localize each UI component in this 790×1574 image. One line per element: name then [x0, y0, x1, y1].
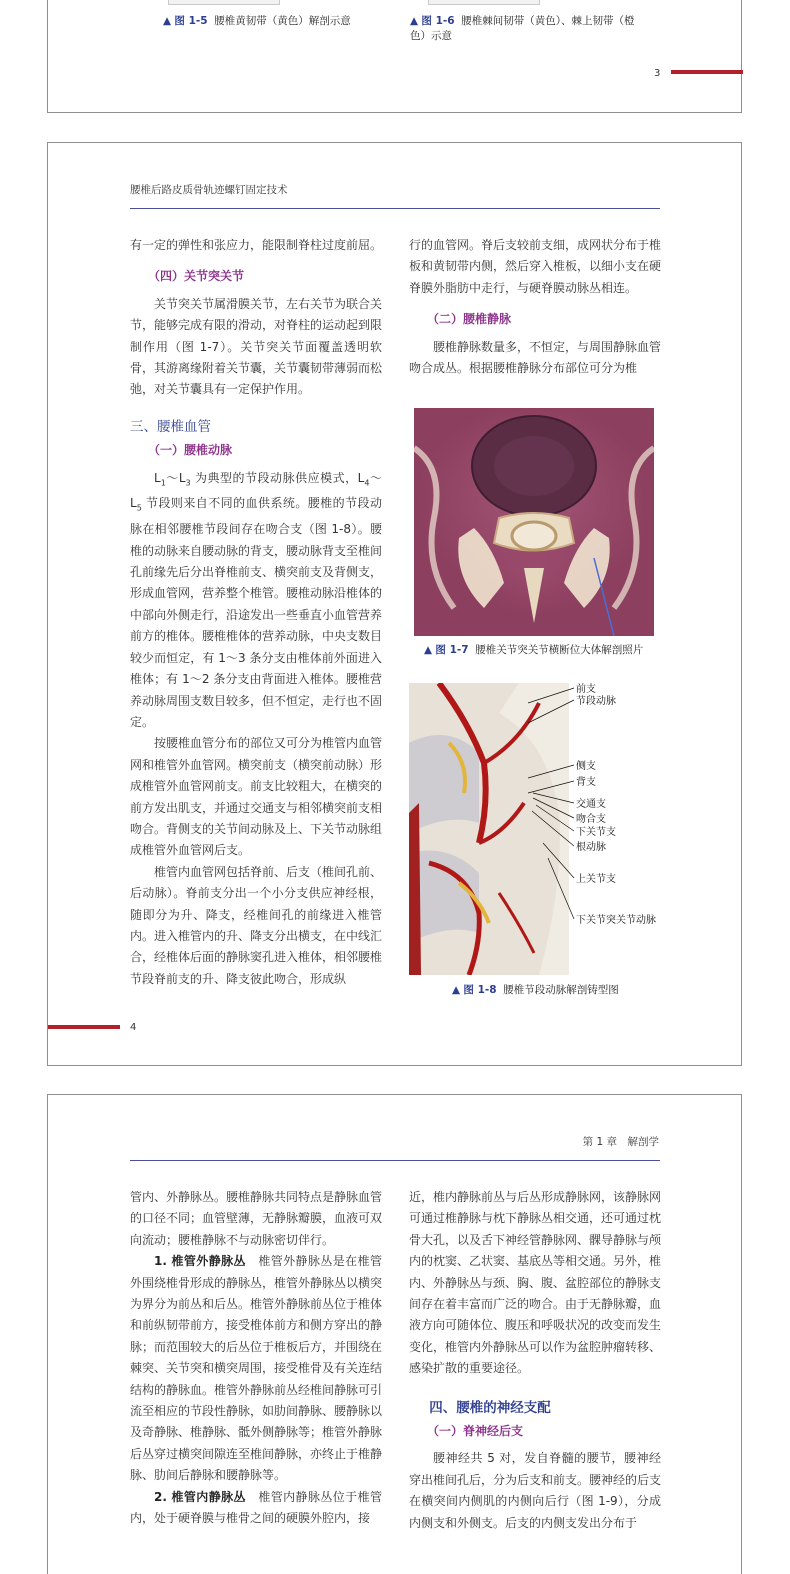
fig8-label-lateral-branch: 侧支: [576, 761, 596, 772]
page-accent-bar: [671, 70, 743, 74]
paragraph: 腰椎静脉数量多，不恒定，与周围静脉血管吻合成丛。根据腰椎静脉分布部位可分为椎: [409, 339, 662, 376]
fig8-label-inferior-articular-branch: 下关节支: [576, 827, 616, 838]
left-column: [130, 235, 382, 990]
paragraph: 按腰椎血管分布的部位又可分为椎管内血管网和椎管外血管网。横突前支（横突前动脉）形成椎管外血管网前支。前支比较粗大，在横突的前方发出肌支，并通过交通支与相邻横突前支相吻合。背侧支的关节间动脉及上、下关节动脉组成椎管外血管网后支。: [130, 736, 383, 858]
section-heading-lumbar-artery: （一）腰椎动脉: [148, 443, 233, 458]
right-column: [409, 1187, 661, 1534]
running-head: 腰椎后路皮质骨轨迹螺钉固定技术: [130, 184, 288, 196]
paragraph: 有一定的弹性和张应力，能限制脊柱过度前屈。: [130, 238, 383, 252]
figure-1-6-image: [428, 0, 540, 5]
figure-1-7-illustration: [414, 408, 654, 636]
section-heading-nerve-supply: 四、腰椎的神经支配: [429, 1399, 551, 1416]
paragraph: 2. 椎管内静脉丛 椎管内静脉丛位于椎管内，处于硬脊膜与椎骨之间的硬膜外腔内，接: [130, 1489, 382, 1526]
header-rule: [130, 1160, 660, 1161]
paragraph: $L_1\sim L_3$ 为典型的节段动脉供应模式，$L_4\sim L_5$ 节段则来自不同的血供系统。腰椎的节段动脉在相邻腰椎节段间存在吻合支（图 1-8）。腰椎的动脉来自腰动脉的背支，腰动脉背支至椎间孔前缘先后分出脊椎前支、横突前支及背侧支，形成血管网，营养整个椎管。腰椎动脉沿椎体的中部向外侧走行，沿途发出一些垂直小血管营养前方的椎体。腰椎椎体的营养动脉，中央支数目较少而恒定，有 1～3 条分支由椎体前外面进入椎体；有 1～2 条分支由背面进入椎体。腰椎营养动脉周围支数目较多，但不恒定，走行也不固定。: [130, 470, 383, 729]
section-heading-lumbar-vessels: 三、腰椎血管: [130, 418, 211, 435]
fig8-label-inferior-facet-artery: 下关节突关节动脉: [576, 915, 656, 926]
figure-1-5-caption: ▲ 图 1-5 腰椎黄韧带（黄色）解剖示意: [163, 15, 351, 27]
figure-1-6-caption: ▲ 图 1-6 腰椎棘间韧带（黄色）、棘上韧带（橙 色）示意: [410, 15, 635, 42]
section-heading-dorsal-rami: （一）脊神经后支: [427, 1424, 524, 1439]
paragraph: 行的血管网。脊后支较前支细，成网状分布于椎板和黄韧带内侧，然后穿入椎板，以细小支在硬脊膜外脂肪中走行，与硬脊膜动脉丛相连。: [409, 238, 662, 295]
paragraph: 近，椎内静脉前丛与后丛形成静脉网，该静脉网可通过椎静脉与枕下静脉丛相交通，还可通过枕骨大孔，以及舌下神经管静脉网、髁导静脉与颅内的枕窦、乙状窦、基底丛等相交通。另外，椎内、外静脉丛与颈、胸、腹、盆腔部位的静脉支间存在着丰富而广泛的吻合。由于无静脉瓣，血液方向可随体位、腹压和呼吸状况的改变而发生变化，椎管内外静脉丛可以作为盆腔肿瘤转移、感染扩散的重要途径。: [409, 1190, 662, 1376]
fig8-label-dorsal-branch: 背支: [576, 777, 596, 788]
figure-1-7-image: [414, 408, 654, 636]
page-number: 3: [654, 68, 661, 79]
fig8-label-anastomotic-branch: 吻合支: [576, 814, 606, 825]
left-column: [130, 1187, 382, 1530]
paragraph: 1. 椎管外静脉丛 椎管外静脉丛是在椎管外围绕椎骨形成的静脉丛，椎管外静脉丛以横突为界分为前丛和后丛。椎管外静脉前丛位于椎体和前纵韧带前方，接受椎体前方和侧方穿出的静脉；而范围较大的后丛位于椎板后方，并围绕在棘突、关节突和横突周围，接受椎骨及有关连结结构的静脉血。椎管外静脉前丛经椎间静脉可引流至相应的节段性静脉，如肋间静脉、腰静脉以及奇静脉、椎静脉、骶外侧静脉等；椎管外静脉后丛穿过横突间隙连至椎间静脉，亦终止于椎静脉、肋间后静脉和腰静脉等。: [130, 1254, 383, 1483]
right-column: [409, 235, 661, 379]
paragraph: 管内、外静脉丛。腰椎静脉共同特点是静脉血管的口径不同；血管壁薄，无静脉瓣膜，血液可双向流动；腰椎静脉不与动脉密切伴行。: [130, 1190, 383, 1247]
section-heading-lumbar-vein: （二）腰椎静脉: [427, 312, 512, 327]
figure-1-8-caption: ▲ 图 1-8 腰椎节段动脉解剖铸型图: [452, 984, 619, 996]
section-heading-facet-joint: （四）关节突关节: [148, 269, 245, 284]
page-3-bottom: [47, 0, 742, 113]
page-5: [47, 1094, 742, 1574]
page-accent-bar: [48, 1025, 120, 1029]
page-4: [47, 142, 742, 1066]
figure-1-5-image: [168, 0, 280, 5]
fig8-label-radicular-artery: 根动脉: [576, 842, 606, 853]
fig8-label-segmental-artery: 节段动脉: [576, 696, 616, 707]
page-number: 4: [130, 1022, 137, 1033]
paragraph: 关节突关节属滑膜关节，左右关节为联合关节，能够完成有限的滑动，对脊柱的运动起到限制作用（图 1-7）。关节突关节面覆盖透明软骨，其游离缘附着关节囊，关节囊韧带薄弱而松弛，对关节囊具有一定保护作用。: [130, 296, 383, 397]
header-rule: [130, 208, 660, 209]
fig8-label-superior-articular-branch: 上关节支: [576, 874, 616, 885]
running-head: 第 1 章 解剖学: [582, 1136, 659, 1148]
fig8-label-communicating-branch: 交通支: [576, 799, 606, 810]
fig8-label-anterior-branch: 前支: [576, 684, 596, 695]
paragraph: 椎管内血管网包括脊前、后支（椎间孔前、后动脉）。脊前支分出一个小分支供应神经根，随即分为升、降支，经椎间孔的前缘进入椎管内。进入椎管内的升、降支分出横支，在中线汇合，经椎体后面的静脉窦孔进入椎体，相邻腰椎节段脊前支的升、降支彼此吻合，形成纵: [130, 864, 383, 986]
paragraph: 腰神经共 5 对，发自脊髓的腰节，腰神经穿出椎间孔后，分为后支和前支。腰神经的后支在横突间内侧肌的内侧向后行（图 1-9），分成内侧支和外侧支。后支的内侧支发出分布于: [409, 1451, 662, 1530]
figure-1-7-caption: ▲ 图 1-7 腰椎关节突关节横断位大体解剖照片: [424, 644, 644, 656]
